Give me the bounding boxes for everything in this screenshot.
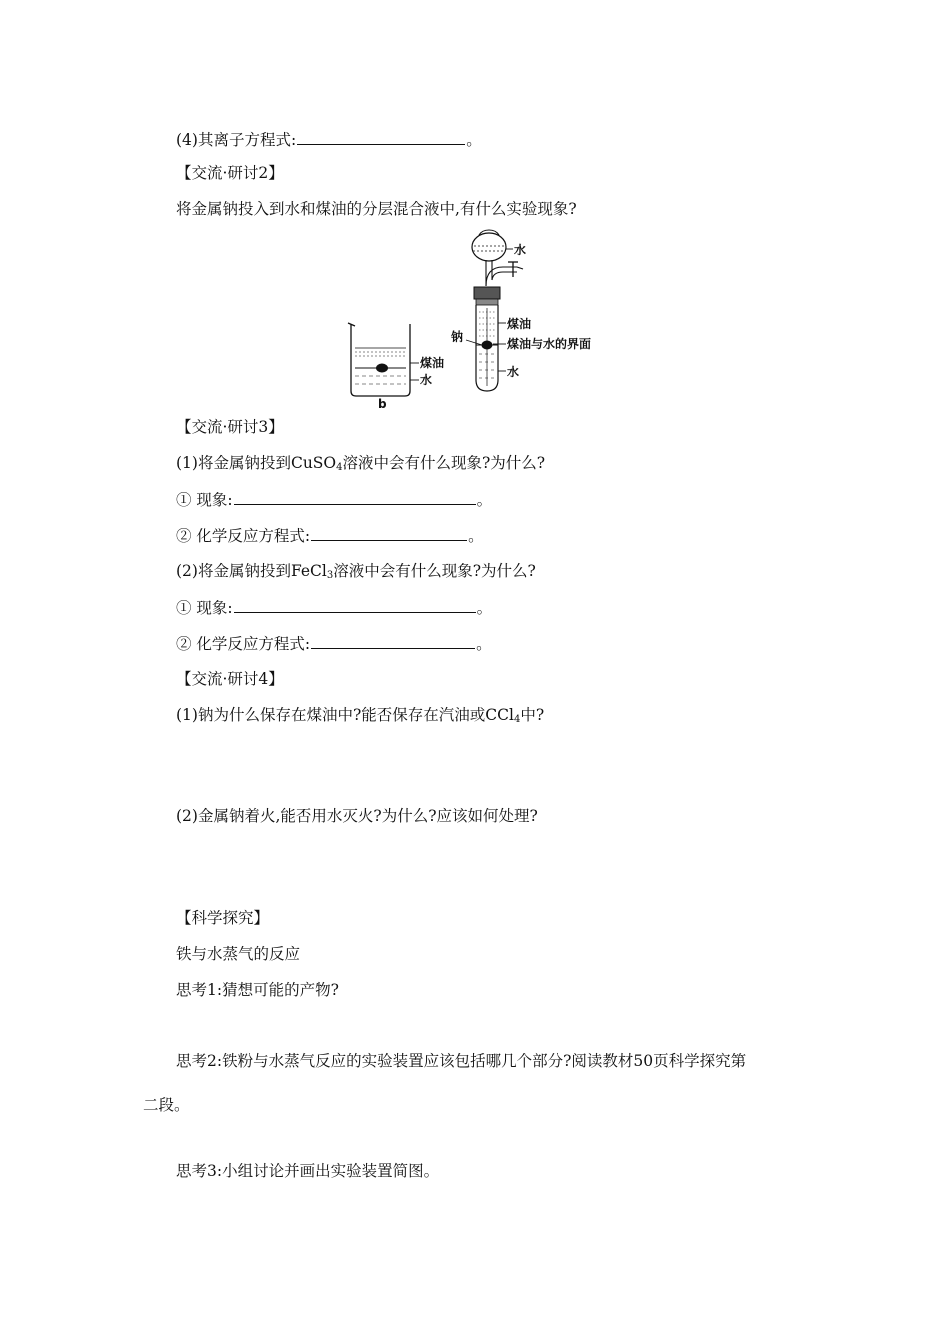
science-inquiry-heading: 【科学探究】 bbox=[176, 909, 270, 927]
prompt: ① 现象: bbox=[176, 491, 233, 509]
beaker-kerosene-label: 煤油 bbox=[420, 356, 445, 370]
punctuation: 。 bbox=[468, 527, 484, 545]
sodium-piece-beaker bbox=[376, 364, 388, 373]
punctuation: 。 bbox=[466, 131, 482, 149]
discussion-2-question: 将金属钠投入到水和煤油的分层混合液中,有什么实验现象? bbox=[176, 200, 577, 218]
answer-blank[interactable] bbox=[311, 525, 467, 541]
experiment-figure bbox=[345, 228, 615, 413]
question-1-equation bbox=[176, 525, 484, 546]
think-2-line-2: 二段。 bbox=[143, 1096, 190, 1114]
tube-interface-label: 煤油与水的界面 bbox=[507, 337, 592, 351]
answer-blank[interactable] bbox=[311, 633, 475, 649]
tube-kerosene-label: 煤油 bbox=[507, 317, 532, 331]
beaker-diagram bbox=[348, 323, 444, 411]
discussion-2-heading: 【交流·研讨2】 bbox=[176, 164, 284, 182]
think-3: 思考3:小组讨论并画出实验装置简图。 bbox=[176, 1162, 440, 1180]
question-2-equation bbox=[176, 633, 492, 654]
discussion-3-question-2 bbox=[176, 561, 536, 586]
subscript: 4 bbox=[513, 714, 521, 725]
answer-blank[interactable] bbox=[297, 129, 465, 145]
prompt: ② 化学反应方程式: bbox=[176, 527, 311, 545]
question-2-phenomenon bbox=[176, 597, 492, 618]
punctuation: 。 bbox=[476, 599, 493, 617]
subscript: 3 bbox=[326, 570, 334, 581]
prompt: ① 现象: bbox=[176, 599, 233, 617]
punctuation: 。 bbox=[476, 491, 493, 509]
question-text: (1)将金属钠投到CuSO bbox=[176, 454, 337, 472]
question-4 bbox=[176, 129, 482, 150]
question-text: (2)将金属钠投到FeCl bbox=[176, 562, 327, 580]
tube-water-label: 水 bbox=[507, 365, 520, 379]
science-inquiry-topic: 铁与水蒸气的反应 bbox=[176, 945, 301, 963]
discussion-3-question-1 bbox=[176, 453, 545, 478]
discussion-3-heading: 【交流·研讨3】 bbox=[176, 418, 284, 436]
prompt: ② 化学反应方程式: bbox=[176, 635, 311, 653]
beaker-caption: b bbox=[378, 397, 387, 411]
subscript: 4 bbox=[336, 462, 343, 473]
beaker-water-label: 水 bbox=[420, 373, 433, 387]
funnel-water-label: 水 bbox=[514, 243, 527, 257]
discussion-4-question-1 bbox=[176, 705, 544, 730]
answer-blank[interactable] bbox=[234, 597, 476, 613]
test-tube-apparatus bbox=[451, 230, 591, 391]
think-2-line-1: 思考2:铁粉与水蒸气反应的实验装置应该包括哪几个部分?阅读教材50页科学探究第 bbox=[176, 1052, 747, 1070]
question-4-prompt: (4)其离子方程式: bbox=[176, 131, 297, 149]
sodium-piece-tube bbox=[482, 341, 493, 350]
question-text: 溶液中会有什么现象?为什么? bbox=[333, 562, 536, 580]
think-1: 思考1:猜想可能的产物? bbox=[176, 981, 339, 999]
question-text: (1)钠为什么保存在煤油中?能否保存在汽油或CCl bbox=[176, 706, 514, 724]
punctuation: 。 bbox=[476, 635, 492, 653]
question-1-phenomenon bbox=[176, 489, 492, 510]
discussion-4-question-2: (2)金属钠着火,能否用水灭火?为什么?应该如何处理? bbox=[176, 807, 538, 825]
question-text: 溶液中会有什么现象?为什么? bbox=[342, 454, 546, 472]
answer-blank[interactable] bbox=[234, 489, 476, 505]
discussion-4-heading: 【交流·研讨4】 bbox=[176, 670, 284, 688]
question-text: 中? bbox=[520, 706, 545, 724]
tube-sodium-label: 钠 bbox=[451, 330, 464, 344]
